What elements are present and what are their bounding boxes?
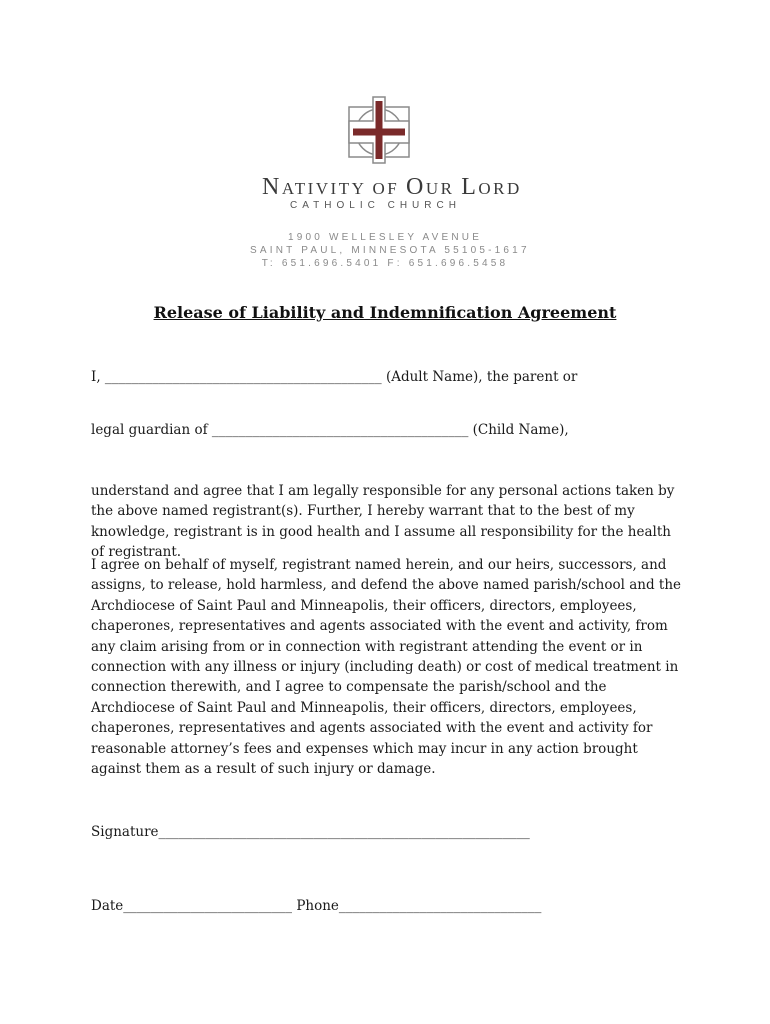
address-street: 1900 WELLESLEY AVENUE — [287, 232, 483, 243]
child-name-line: legal guardian of ______________________________________ (Child Name), — [91, 422, 569, 438]
org-name-initial: L — [461, 174, 479, 200]
signature-line: Signature_______________________________________________________ — [91, 824, 530, 840]
church-cross-logo — [347, 96, 411, 164]
org-name-initial: O — [405, 174, 426, 200]
address-city: SAINT PAUL, MINNESOTA 55105-1617 — [250, 245, 530, 256]
agreement-paragraph-1: understand and agree that I am legally responsible for any personal actions taken by the above named registrant(s). Further, I hereby warrant that to the best of my knowledge, registrant is in good health and I assume all responsibility for the health of registrant. — [91, 483, 675, 561]
org-name-part: ORD — [478, 179, 522, 198]
agreement-paragraph-2: I agree on behalf of myself, registrant named herein, and our heirs, successors, and assigns, to release, hold harmless, and defend the above named parish/school and the Archdiocese of Saint Paul and Minneapolis, their officers, directors, employees, chaperones, representatives and agents associated with the event and activity, from any claim arising from or in connection with registrant attending the event or in connection with any illness or injury (including death) or cost of medical treatment in connection therewith, and I agree to compensate the parish/school and the Archdiocese of Saint Paul and Minneapolis, their officers, directors, employees, chaperones, representatives and agents associated with the event and activity for reasonable attorney’s fees and expenses which may incur in any action brought against them as a result of such injury or damage. — [91, 557, 682, 778]
address-phone-fax: T: 651.696.5401 F: 651.696.5458 — [261, 258, 509, 269]
document-title: Release of Liability and Indemnification Agreement — [153, 303, 617, 322]
org-name-part: UR — [425, 179, 462, 198]
org-name — [262, 174, 522, 201]
org-name-initial: N — [262, 174, 282, 200]
org-subtitle: CATHOLIC CHURCH — [290, 200, 461, 211]
adult-name-line: I, _________________________________________ (Adult Name), the parent or — [91, 369, 578, 385]
date-phone-line: Date_________________________ Phone______________________________ — [91, 898, 542, 914]
org-name-part: ATIVITY OF — [281, 179, 406, 198]
